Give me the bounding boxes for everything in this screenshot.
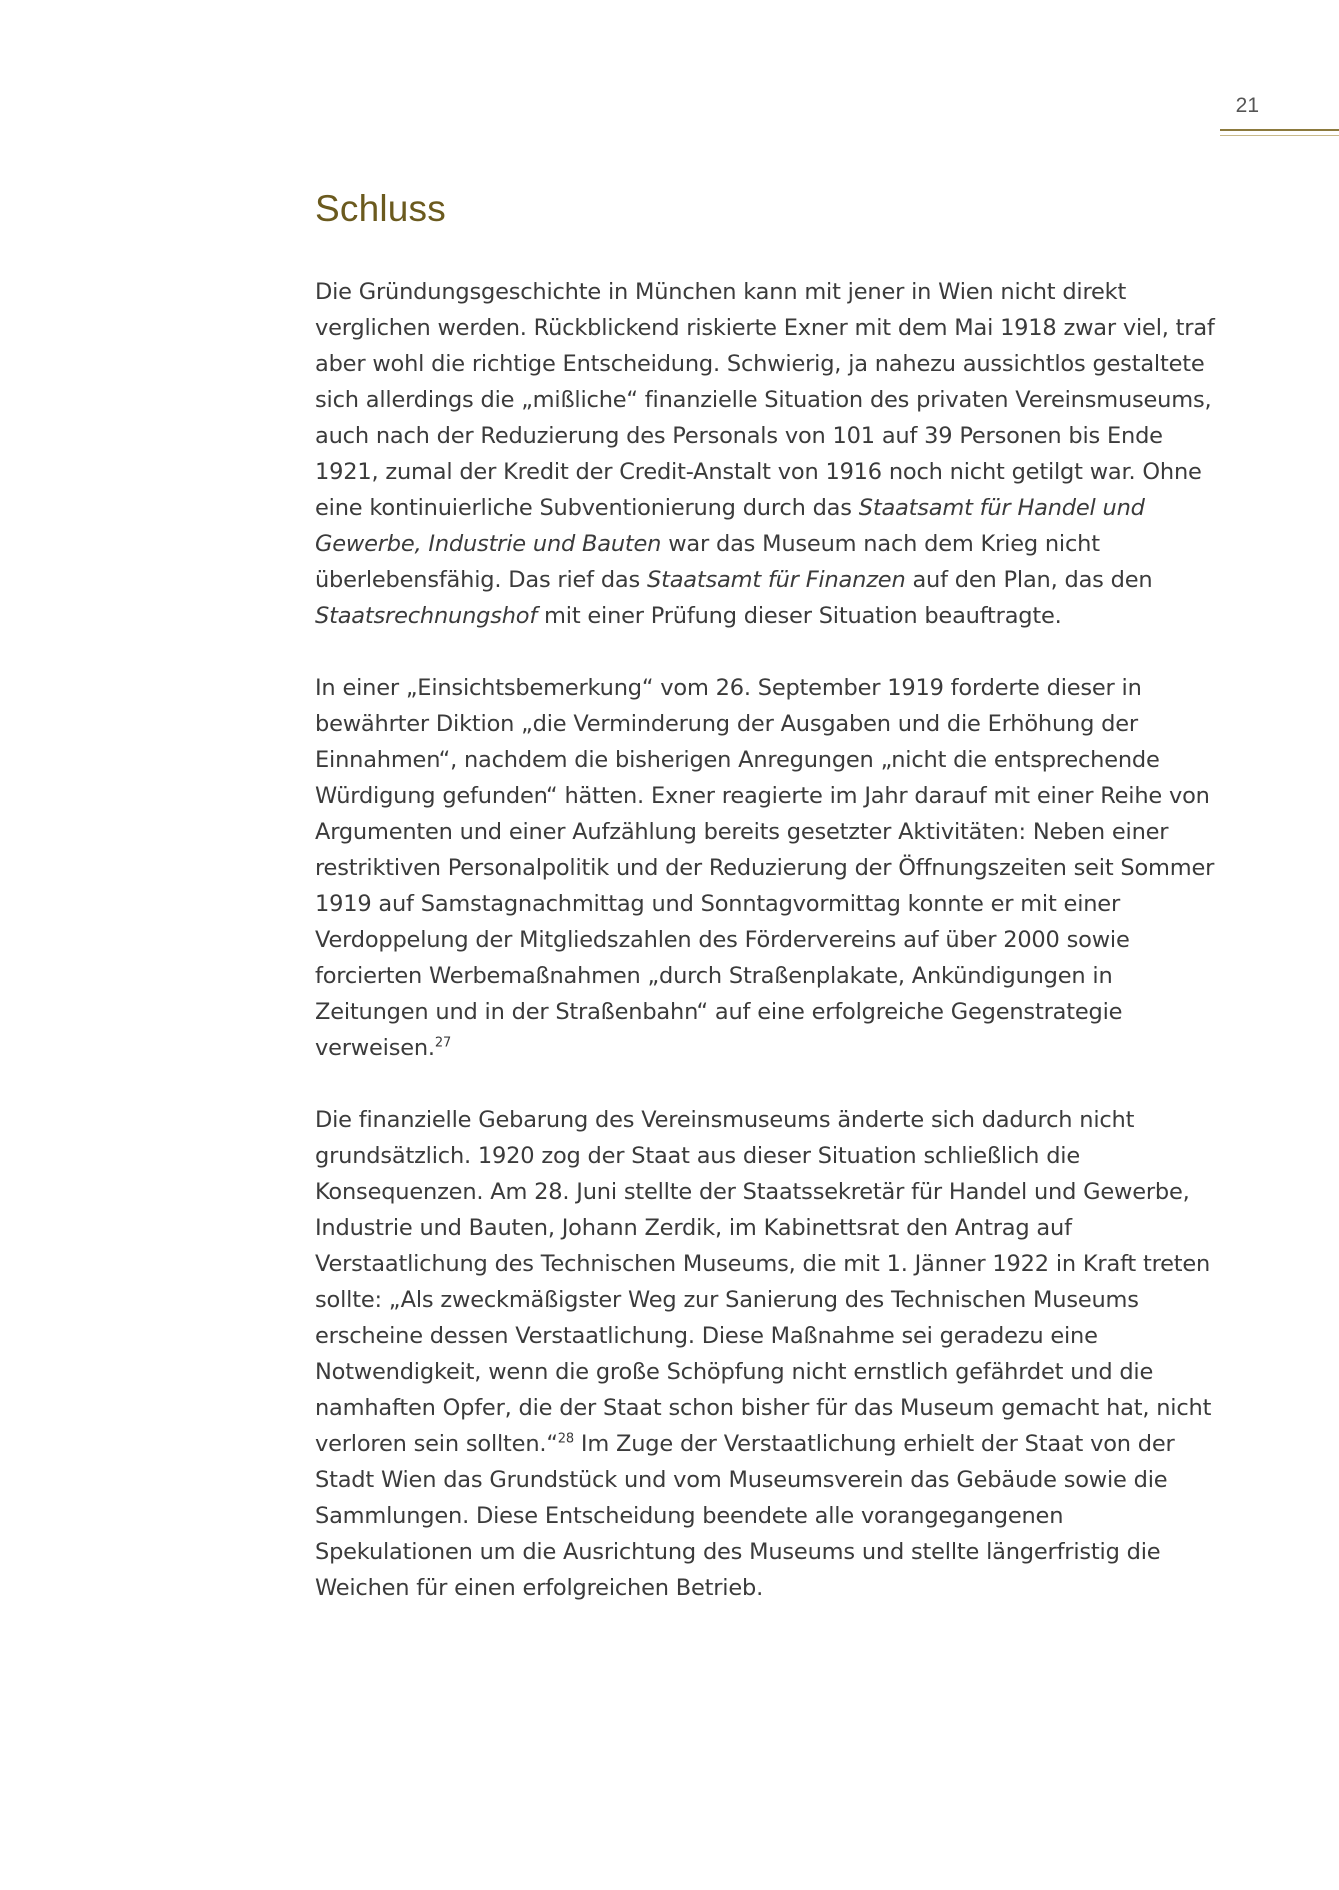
italic-term: Staatsrechnungshof [315,603,538,629]
text-segment: war das Museum nach dem Krieg nicht überlebensfähig. Das rief das [315,531,1100,593]
footnote-reference: 27 [434,1035,452,1051]
text-segment: auf den Plan, das den [905,567,1153,593]
text-segment: Die finanzielle Gebarung des Vereinsmuseums änderte sich dadurch nicht grundsätzlich. 1920 zog der Staat aus dieser Situation schließlich die Konsequenzen. Am 28. Juni stellte der Staatssekretär für Handel und Gewerbe, Industrie und Bauten, Johann Zerdik, im Kabinettsrat den Antrag auf Verstaatlichung des Technischen Museums, die mit 1. Jänner 1922 in Kraft treten sollte: „Als zweckmäßigster Weg zur Sanierung des Technischen Museums erscheine dessen Verstaatlichung. Diese Maßnahme sei geradezu eine Notwendigkeit, wenn die große Schöpfung nicht ernstlich gefährdet und die namhaften Opfer, die der Staat schon bisher für das Museum gemacht hat, nicht verloren sein sollten.“ [315,1107,1212,1457]
page-number: 21 [1235,94,1259,117]
text-segment: Im Zuge der Verstaatlichung erhielt der Staat von der Stadt Wien das Grundstück und vom Museumsverein das Gebäude sowie die Sammlungen. Diese Entscheidung beendete alle vorangegangenen Spekulationen um die Ausrichtung des Museums und stellte längerfristig die Weichen für einen erfolgreichen Betrieb. [315,1431,1175,1601]
header-rule-secondary [1220,135,1339,136]
header-rule [1220,129,1339,131]
text-segment: mit einer Prüfung dieser Situation beauftragte. [537,603,1062,629]
text-segment: In einer „Einsichtsbemerkung“ vom 26. September 1919 forderte dieser in bewährter Diktion „die Verminderung der Ausgaben und die Erhöhung der Einnahmen“, nachdem die bisherigen Anregungen „nicht die entsprechende Würdigung gefunden“ hätten. Exner reagierte im Jahr darauf mit einer Reihe von Argumenten und einer Aufzählung bereits gesetzter Aktivitäten: Neben einer restriktiven Personalpolitik und der Reduzierung der Öffnungszeiten seit Sommer 1919 auf Samstagnachmittag und Sonntagvormittag konnte er mit einer Verdoppelung der Mitgliedszahlen des Fördervereins auf über 2000 sowie forcierten Werbemaßnahmen „durch Straßenplakate, Ankündigungen in Zeitungen und in der Straßenbahn“ auf eine erfolgreiche Gegenstrategie verweisen. [315,675,1215,1061]
body-paragraph [315,1102,1215,1606]
section-title: Schluss [315,188,446,229]
text-segment: Die Gründungsgeschichte in München kann mit jener in Wien nicht direkt verglichen werden. Rückblickend riskierte Exner mit dem Mai 1918 zwar viel, traf aber wohl die richtige Entscheidung. Schwierig, ja nahezu aussichtlos gestaltete sich allerdings die „mißliche“ finanzielle Situation des privaten Vereinsmuseums, auch nach der Reduzierung des Personals von 101 auf 39 Personen bis Ende 1921, zumal der Kredit der Credit-Anstalt von 1916 noch nicht getilgt war. Ohne eine kontinuierliche Subventionierung durch das [315,279,1215,521]
italic-term: Staatsamt für Handel und Gewerbe, Industrie und Bauten [315,495,1145,557]
paragraph-list [315,274,1215,1606]
italic-term: Staatsamt für Finanzen [647,567,906,593]
body-paragraph [315,274,1215,634]
main-content [315,188,1215,1642]
body-paragraph [315,670,1215,1066]
footnote-reference: 28 [557,1431,574,1447]
